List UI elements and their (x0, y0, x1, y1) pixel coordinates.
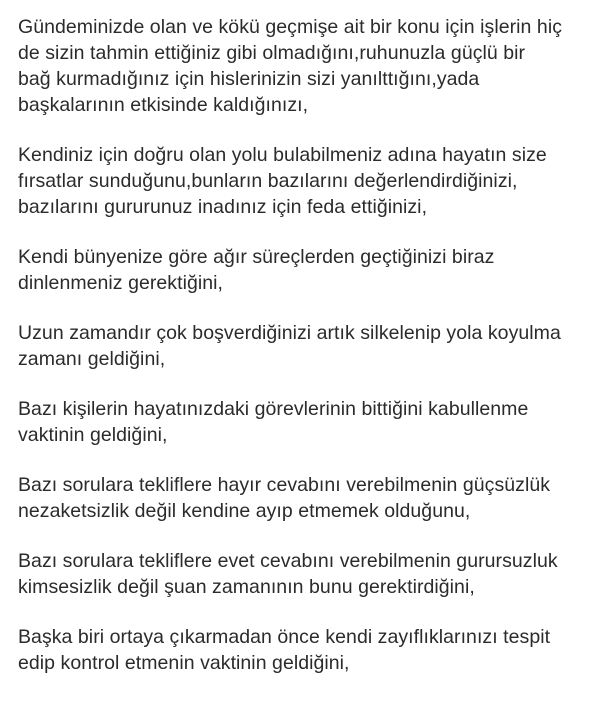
paragraph-3 (18, 244, 586, 296)
text-line: edip kontrol etmenin vaktinin geldiğini, (18, 652, 350, 674)
text-line: vaktinin geldiğini, (18, 424, 168, 446)
text-line: Bazı sorulara tekliflere evet cevabını verebilmenin gurursuzluk (18, 550, 558, 572)
text-line: Başka biri ortaya çıkarmadan önce kendi zayıflıklarınızı tespit (18, 626, 551, 648)
paragraph-4 (18, 320, 586, 372)
text-line: Bazı sorulara tekliflere hayır cevabını verebilmenin güçsüzlük (18, 474, 551, 496)
text-line: dinlenmeniz gerektiğini, (18, 272, 223, 294)
paragraph-5 (18, 396, 586, 448)
text-line: kimsesizlik değil şuan zamanının bunu gerektirdiğini, (18, 576, 475, 598)
paragraph-1 (18, 14, 586, 118)
paragraph-8 (18, 624, 586, 676)
text-line: Bazı kişilerin hayatınızdaki görevlerinin bittiğini kabullenme (18, 398, 529, 420)
text-line: nezaketsizlik değil kendine ayıp etmemek olduğunu, (18, 500, 471, 522)
text-line: de sizin tahmin ettiğiniz gibi olmadığını,ruhunuzla güçlü bir (18, 42, 526, 64)
text-line: Uzun zamandır çok boşverdiğinizi artık silkelenip yola koyulma (18, 322, 561, 344)
text-line: Kendiniz için doğru olan yolu bulabilmeniz adına hayatın size (18, 144, 547, 166)
text-line: Kendi bünyenize göre ağır süreçlerden geçtiğinizi biraz (18, 246, 495, 268)
paragraph-2 (18, 142, 586, 220)
text-line: başkalarının etkisinde kaldığınızı, (18, 94, 309, 116)
paragraph-6 (18, 472, 586, 524)
text-line: zamanı geldiğini, (18, 348, 166, 370)
paragraph-7 (18, 548, 586, 600)
text-line: bazılarını gururunuz inadınız için feda ettiğinizi, (18, 196, 428, 218)
text-line: Gündeminizde olan ve kökü geçmişe ait bir konu için işlerin hiç (18, 16, 562, 38)
text-line: fırsatlar sunduğunu,bunların bazılarını değerlendirdiğinizi, (18, 170, 518, 192)
text-line: bağ kurmadığınız için hislerinizin sizi yanılttığını,yada (18, 68, 480, 90)
